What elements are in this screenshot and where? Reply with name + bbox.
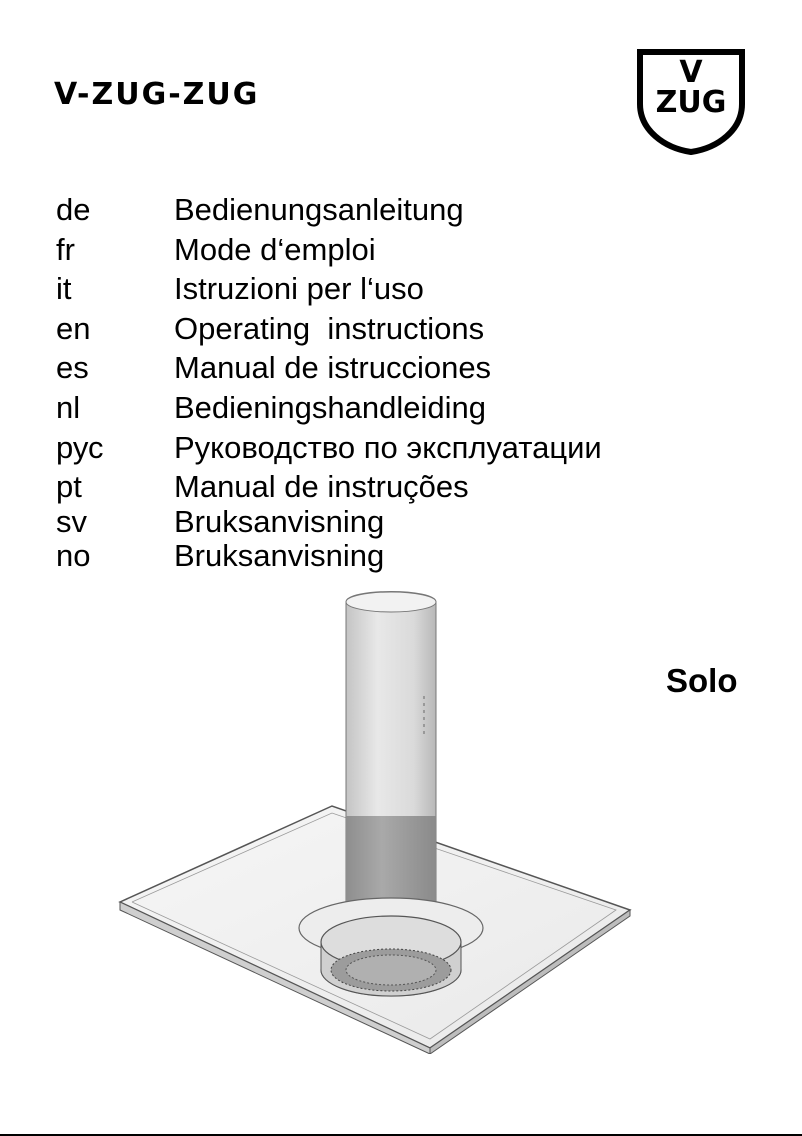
language-row-sv [56, 502, 756, 537]
logo-text-top: V [679, 55, 703, 90]
language-code: en [56, 310, 91, 346]
language-row-pt [56, 467, 756, 505]
language-title: Istruzioni per l‘uso [174, 271, 424, 307]
language-code: pt [56, 469, 82, 505]
language-row-en [56, 309, 756, 349]
language-list [56, 190, 756, 576]
language-title: Руководство по эксплуатации [174, 429, 602, 465]
language-code: de [56, 192, 91, 227]
language-title: Operating instructions [174, 310, 485, 346]
language-row-fr [56, 230, 756, 270]
language-row-es [56, 348, 756, 388]
language-title: Bedieningshandleiding [174, 389, 486, 425]
language-code: es [56, 350, 89, 386]
language-title: Bedienungsanleitung [174, 192, 464, 227]
language-code: it [56, 271, 72, 307]
brand-wordmark: V-ZUG-ZUG [54, 77, 260, 112]
language-row-ru [56, 428, 756, 468]
language-title: Bruksanvisning [174, 538, 385, 574]
language-title: Manual de instruções [174, 469, 469, 505]
range-hood-illustration [110, 584, 650, 1054]
language-code: рус [56, 429, 104, 465]
language-title: Bruksanvisning [174, 503, 385, 539]
language-code: fr [56, 231, 75, 267]
vzug-shield-logo-icon [634, 46, 748, 156]
language-title: Mode d‘emploi [174, 231, 376, 267]
language-title: Manual de istrucciones [174, 350, 492, 386]
language-row-de [56, 190, 756, 230]
language-code: nl [56, 389, 81, 425]
product-name: Solo [666, 662, 738, 699]
language-row-nl [56, 388, 756, 428]
language-code: no [56, 538, 91, 574]
logo-text-bottom: ZUG [655, 85, 727, 120]
language-code: sv [56, 503, 87, 539]
language-row-it [56, 269, 756, 309]
language-row-no [56, 536, 756, 576]
